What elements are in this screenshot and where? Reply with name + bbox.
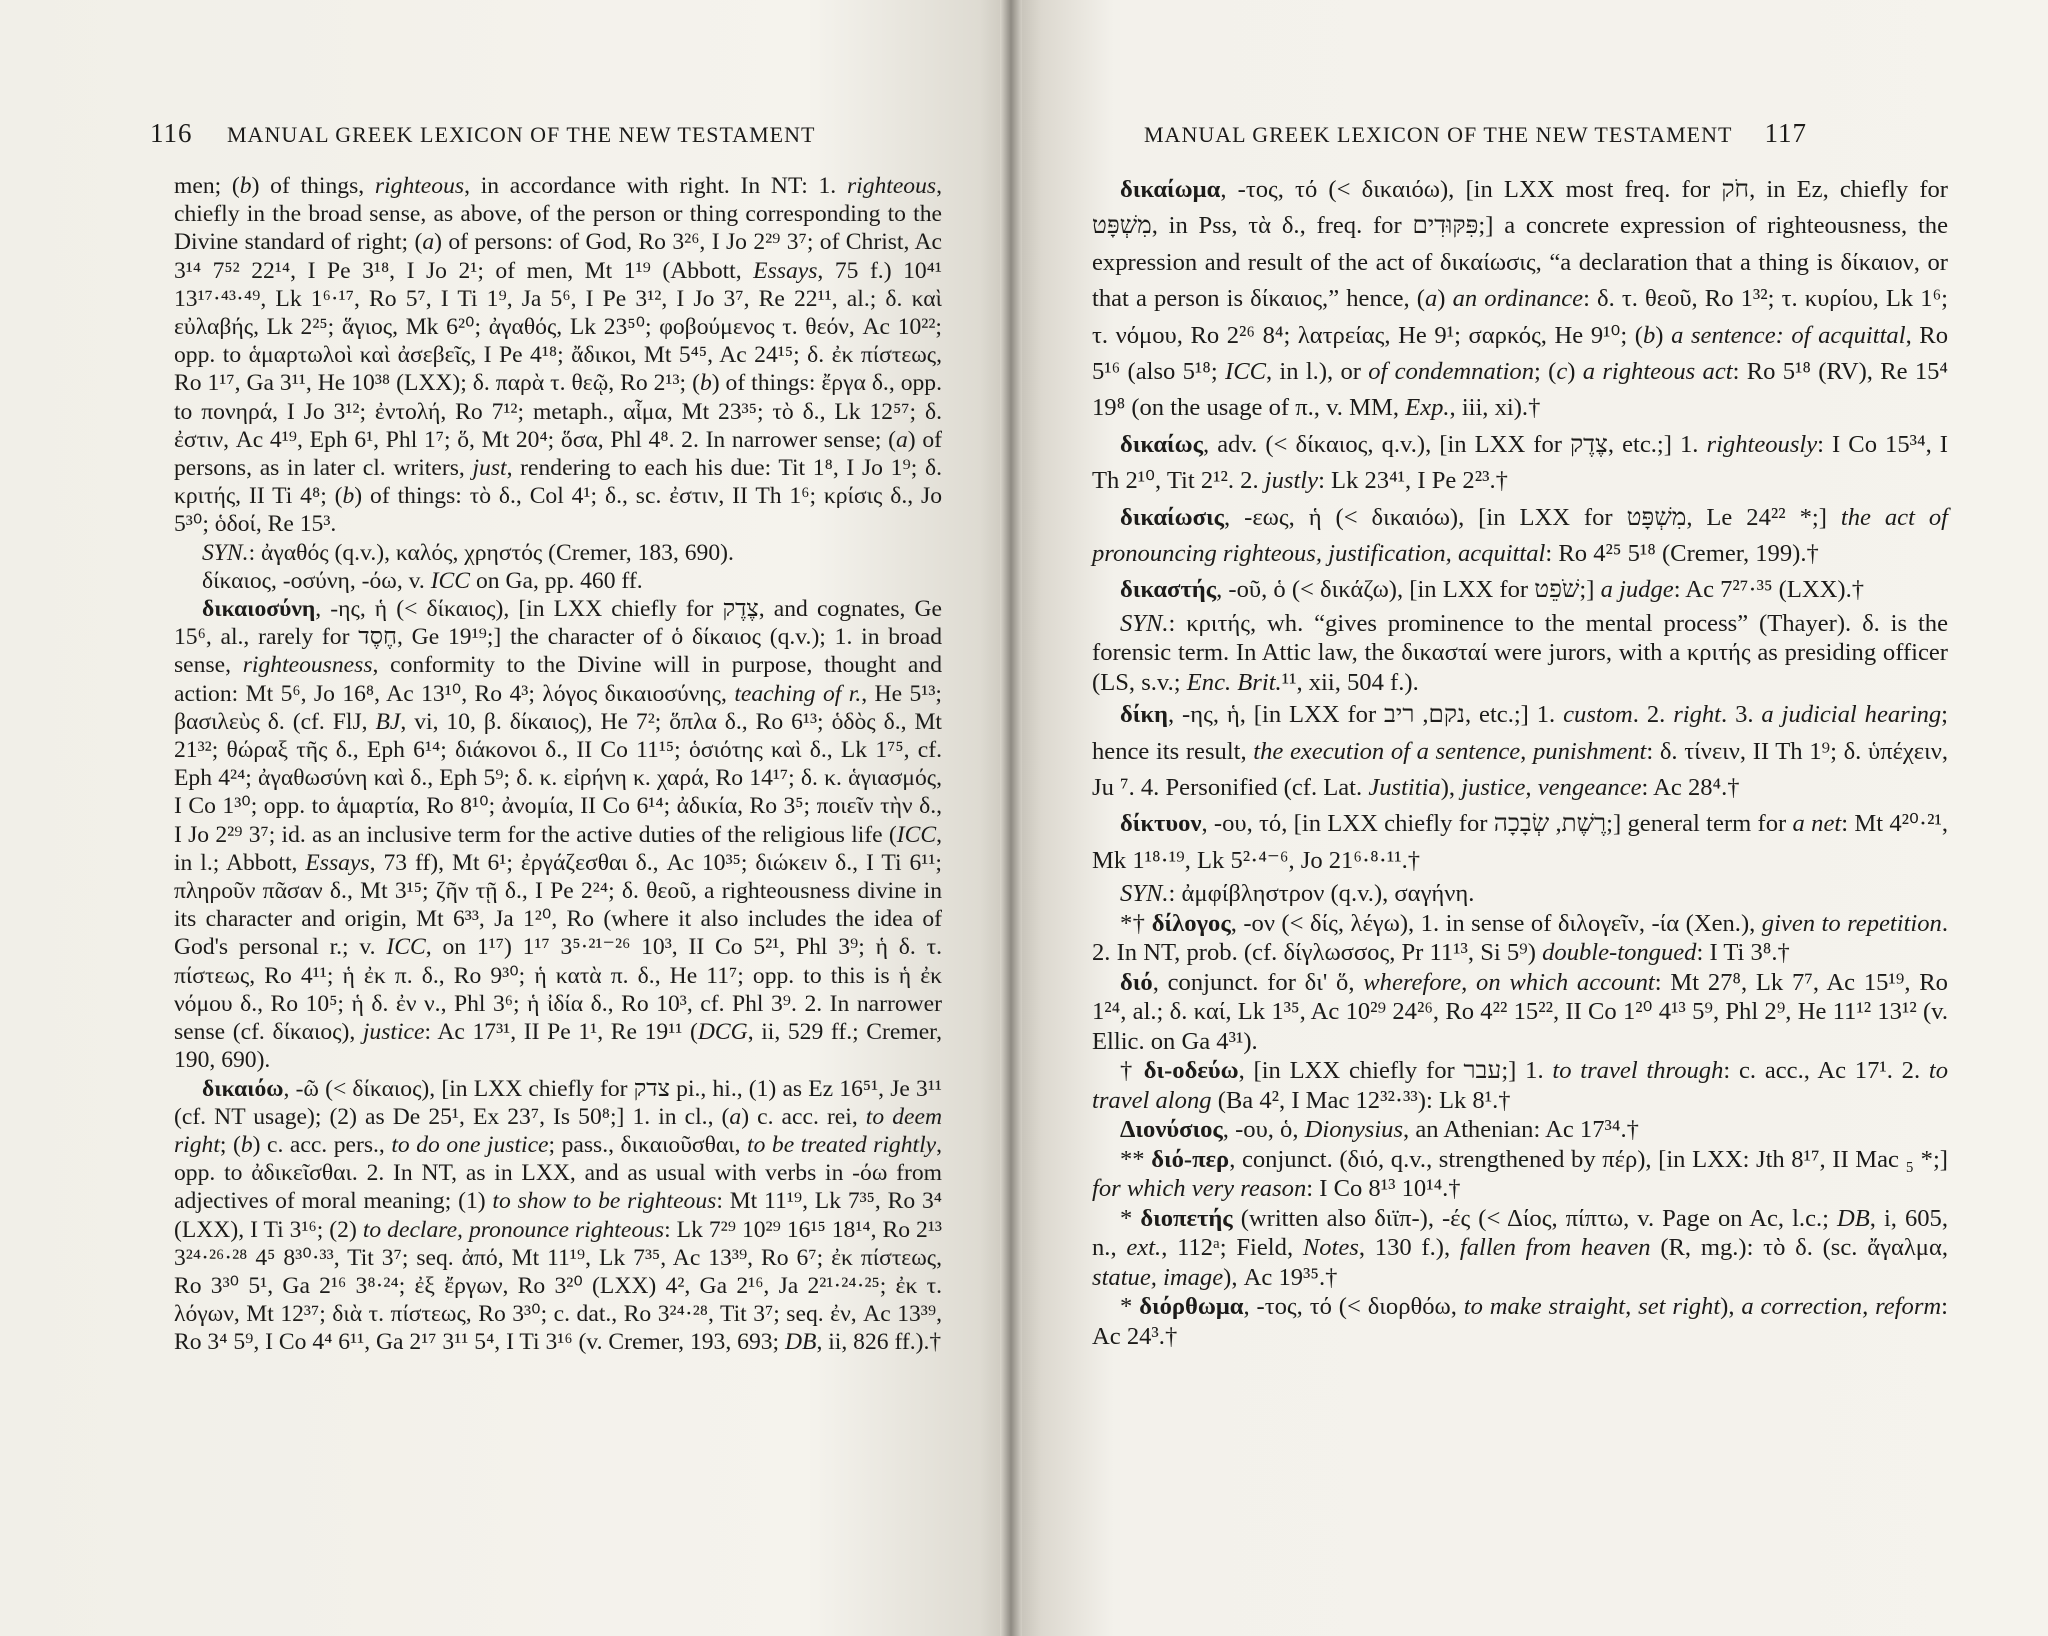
right-entry-5: δίκη, -ης, ἡ, [in LXX for נקם, ריב, etc.;] 1. custom. 2. right. 3. a judicial hearing; hence its result, the execution of a sentence, punishment: δ. τίνειν, II Th 1⁹; δ. ὑπέχειν, Ju ⁷. 4. Personified (cf. Lat. Justitia), justice, vengeance: Ac 28⁴.† <box>1092 701 1949 801</box>
right-entry-12: ** διό-περ, conjunct. (διό, q.v., strengthened by πέρ), [in LXX: Jth 8¹⁷, II Mac ₅ *;] for which very reason: I Co 8¹³ 10¹⁴.† <box>1092 1145 1948 1203</box>
right-entry-1: δικαίως, adv. (< δίκαιος, q.v.), [in LXX for צֶדֶק, etc.;] 1. righteously: I Co 15³⁴, I Th 2¹⁰, Tit 2¹². 2. justly: Lk 23⁴¹, I Pe 2²³.† <box>1092 430 1948 495</box>
right-page-text <box>1092 172 1948 1351</box>
left-entry-2: δίκαιος, -οσύνη, -όω, v. ICC on Ga, pp. 460 ff. <box>202 567 643 594</box>
right-page-number: 117 <box>1764 118 1807 148</box>
left-running-title: MANUAL GREEK LEXICON OF THE NEW TESTAMENT <box>227 122 816 147</box>
left-entry-4: δικαιόω, -ῶ (< δίκαιος), [in LXX chiefly for צדק pi., hi., (1) as Ez 16⁵¹, Je 3¹¹ (cf. NT usage); (2) as De 25¹, Ex 23⁷, Is 50⁸;] 1. in cl., (a) c. acc. rei, to deem right; (b) c. acc. pers., to do one justice; pass., δικαιοῦσθαι, to be treated rightly, opp. to ἀδικεῖσθαι. 2. In NT, as in LXX, and as usual with verbs in -όω from adjectives of moral meaning; (1) to show to be righteous: Mt 11¹⁹, Lk 7³⁵, Ro 3⁴ (LXX), I Ti 3¹⁶; (2) to declare, pronounce righteous: Lk 7²⁹ 10²⁹ 16¹⁵ 18¹⁴, Ro 2¹³ 3²⁴·²⁶·²⁸ 4⁵ 8³⁰·³³, Tit 3⁷; seq. ἀπό, Mt 11¹⁹, Lk 7³⁵, Ac 13³⁹, Ro 6⁷; ἐκ πίστεως, Ro 3³⁰ 5¹, Ga 2¹⁶ 3⁸·²⁴; ἐξ ἔργων, Ro 3²⁰ (LXX) 4², Ga 2¹⁶, Ja 2²¹·²⁴·²⁵; ἐκ τ. λόγων, Mt 12³⁷; διὰ τ. πίστεως, Ro 3³⁰; c. dat., Ro 3²⁴·²⁸, Tit 3⁷; seq. ἐν, Ac 13³⁹, Ro 3⁴ 5⁹, I Co 4⁴ 6¹¹, Ga 2¹⁷ 3¹¹ 5⁴, I Ti 3¹⁶ (v. Cremer, 193, 693; DB, ii, 826 ff.).† <box>174 1075 943 1356</box>
right-entry-8: *† δίλογος, -ον (< δίς, λέγω), 1. in sense of διλογεῖν, -ία (Xen.), given to repetition. 2. In NT, prob. (cf. δίγλωσσος, Pr 11¹³, Si 5⁹) double-tongued: I Ti 3⁸.† <box>1092 909 1948 967</box>
left-entry-3: δικαιοσύνη, -ης, ἡ (< δίκαιος), [in LXX chiefly for צֶדֶק, and cognates, Ge 15⁶, al., rarely for חֶסֶד, Ge 19¹⁹;] the character of ὁ δίκαιος (q.v.); 1. in broad sense, righteousness, conformity to the Divine will in purpose, thought and action: Mt 5⁶, Jo 16⁸, Ac 13¹⁰, Ro 4³; λόγος δικαιοσύνης, teaching of r., He 5¹³; βασιλεὺς δ. (cf. FlJ, BJ, vi, 10, β. δίκαιος), He 7²; ὅπλα δ., Ro 6¹³; ὁδὸς δ., Mt 21³²; θώραξ τῆς δ., Eph 6¹⁴; διάκονοι δ., II Co 11¹⁵; ὁσιότης καὶ δ., Lk 1⁷⁵, cf. Eph 4²⁴; ἀγαθωσύνη καὶ δ., Eph 5⁹; δ. κ. εἰρήνη κ. χαρά, Ro 14¹⁷; δ. κ. ἁγιασμός, I Co 1³⁰; opp. to ἁμαρτία, Ro 8¹⁰; ἀνομία, II Co 6¹⁴; ἀδικία, Ro 3⁵; ποιεῖν τὴν δ., I Jo 2²⁹ 3⁷; id. as an inclusive term for the active duties of the religious life (ICC, in l.; Abbott, Essays, 73 ff), Mt 6¹; ἐργάζεσθαι δ., Ac 10³⁵; διώκειν δ., I Ti 6¹¹; πληροῦν πᾶσαν δ., Mt 3¹⁵; ζῆν τῇ δ., I Pe 2²⁴; δ. θεοῦ, a righteousness divine in its character and origin, Mt 6³³, Ja 1²⁰, Ro (where it also includes the idea of God's personal r.; v. ICC, on 1¹⁷) 1¹⁷ 3⁵·²¹⁻²⁶ 10³, II Co 5²¹, Phl 3⁹; ἡ δ. τ. πίστεως, Ro 4¹¹; ἡ ἐκ π. δ., Ro 9³⁰; ἡ κατὰ π. δ., He 11⁷; opp. to this is ἡ ἐκ νόμου δ., Ro 10⁵; ἡ δ. ἐν ν., Phl 3⁶; ἡ ἰδία δ., Ro 10³, cf. Phl 3⁹. 2. In narrower sense (cf. δίκαιος), justice: Ac 17³¹, II Pe 1¹, Re 19¹¹ (DCG, ii, 529 ff.; Cremer, 190, 690). <box>174 596 943 1074</box>
left-entry-1: SYN.: ἀγαθός (q.v.), καλός, χρηστός (Cremer, 183, 690). <box>202 539 734 566</box>
right-entry-7: SYN.: ἀμφίβληστρον (q.v.), σαγήνη. <box>1120 880 1475 908</box>
right-entry-6: δίκτυον, -ου, τό, [in LXX chiefly for רֶשֶׁת, שְׂבָכָה;] general term for a net: Mt 4²⁰·²¹, Mk 1¹⁸·¹⁹, Lk 5²·⁴⁻⁶, Jo 21⁶·⁸·¹¹.† <box>1092 810 1948 874</box>
left-page-number: 116 <box>150 118 193 148</box>
left-page-text <box>174 172 942 1357</box>
right-page <box>1010 0 2048 1636</box>
right-entry-2: δικαίωσις, -εως, ἡ (< δικαιόω), [in LXX for מִשְׁפָּט, Le 24²² *;] the act of pronouncing righteous, justification, acquittal: Ro 4²⁵ 5¹⁸ (Cremer, 199).† <box>1092 503 1948 567</box>
right-entry-13: * διοπετής (written also διϊπ-), -ές (< Δίος, πίπτω, v. Page on Ac, l.c.; DB, i, 605, n., ext., 112ᵃ; Field, Notes, 130 f.), fallen from heaven (R, mg.): τὸ δ. (sc. ἄγαλμα, statue, image), Ac 19³⁵.† <box>1092 1204 1949 1291</box>
right-entry-0: δικαίωμα, -τος, τό (< δικαιόω), [in LXX most freq. for חֹק, in Ez, chiefly for מִשְׁפָּט, in Pss, τὰ δ., freq. for פִּקּוּדִים;] a concrete expression of righteousness, the expression and result of the act of δικαίωσις, “a declaration that a thing is δίκαιον, or that a person is δίκαιος,” hence, (a) an ordinance: δ. τ. θεοῦ, Ro 1³²; τ. κυρίου, Lk 1⁶; τ. νόμου, Ro 2²⁶ 8⁴; λατρείας, He 9¹; σαρκός, He 9¹⁰; (b) a sentence: of acquittal, Ro 5¹⁶ (also 5¹⁸; ICC, in l.), or of condemnation; (c) a righteous act: Ro 5¹⁸ (RV), Re 15⁴ 19⁸ (on the usage of π., v. MM, Exp., iii, xi).† <box>1092 176 1949 422</box>
left-page <box>0 0 1010 1636</box>
right-entry-3: δικαστής, -οῦ, ὁ (< δικάζω), [in LXX for שֹׁפֵט;] a judge: Ac 7²⁷·³⁵ (LXX).† <box>1120 576 1865 604</box>
left-entry-0: men; (b) of things, righteous, in accordance with right. In NT: 1. righteous, chiefly in the broad sense, as above, of the person or thing corresponding to the Divine standard of right; (a) of persons: of God, Ro 3²⁶, I Jo 2²⁹ 3⁷; of Christ, Ac 3¹⁴ 7⁵² 22¹⁴, I Pe 3¹⁸, I Jo 2¹; of men, Mt 1¹⁹ (Abbott, Essays, 75 f.) 10⁴¹ 13¹⁷·⁴³·⁴⁹, Lk 1⁶·¹⁷, Ro 5⁷, I Ti 1⁹, Ja 5⁶, I Pe 3¹², I Jo 3⁷, Re 22¹¹, al.; δ. καὶ εὐλαβής, Lk 2²⁵; ἅγιος, Mk 6²⁰; ἀγαθός, Lk 23⁵⁰; φοβούμενος τ. θεόν, Ac 10²²; opp. to ἁμαρτωλοὶ καὶ ἀσεβεῖς, I Pe 4¹⁸; ἄδικοι, Mt 5⁴⁵, Ac 24¹⁵; δ. ἐκ πίστεως, Ro 1¹⁷, Ga 3¹¹, He 10³⁸ (LXX); δ. παρὰ τ. θεῷ, Ro 2¹³; (b) of things: ἔργα δ., opp. to πονηρά, I Jo 3¹²; ἐντολή, Ro 7¹²; metaph., αἷμα, Mt 23³⁵; τὸ δ., Lk 12⁵⁷; δ. ἐστιν, Ac 4¹⁹, Eph 6¹, Phl 1⁷; ὅ, Mt 20⁴; ὅσα, Phl 4⁸. 2. In narrower sense; (a) of persons, as in later cl. writers, just, rendering to each his due: Tit 1⁸, I Jo 1⁹; δ. κριτής, II Ti 4⁸; (b) of things: τὸ δ., Col 4¹; δ., sc. ἐστιν, II Th 1⁶; κρίσις δ., Jo 5³⁰; ὁδοί, Re 15³. <box>174 173 942 538</box>
right-entry-14: * διόρθωμα, -τος, τό (< διορθόω, to make straight, set right), a correction, reform: Ac 24³.† <box>1092 1293 1948 1350</box>
right-running-head <box>1144 118 1807 149</box>
right-entry-11: Διονύσιος, -ου, ὁ, Dionysius, an Athenian: Ac 17³⁴.† <box>1120 1116 1639 1144</box>
right-entry-9: διό, conjunct. for δι' ὅ, wherefore, on which account: Mt 27⁸, Lk 7⁷, Ac 15¹⁹, Ro 1²⁴, al.; δ. καί, Lk 1³⁵, Ac 10²⁹ 24²⁶, Ro 4²² 15²², II Co 1²⁰ 4¹³ 5⁹, Phl 2⁹, He 11¹² 13¹² (v. Ellic. on Ga 4³¹). <box>1092 968 1948 1055</box>
right-entry-4: SYN.: κριτής, wh. “gives prominence to the mental process” (Thayer). δ. is the forensic term. In Attic law, the δικασταί were jurors, with a κριτής as presiding officer (LS, s.v.; Enc. Brit.¹¹, xii, 504 f.). <box>1092 609 1948 696</box>
book-gutter <box>1000 0 1022 1636</box>
right-entry-10: † δι-οδεύω, [in LXX chiefly for עבר;] 1. to travel through: c. acc., Ac 17¹. 2. to travel along (Ba 4², I Mac 12³²·³³): Lk 8¹.† <box>1092 1057 1949 1114</box>
right-running-title: MANUAL GREEK LEXICON OF THE NEW TESTAMENT <box>1144 122 1732 147</box>
left-running-head <box>150 118 815 149</box>
